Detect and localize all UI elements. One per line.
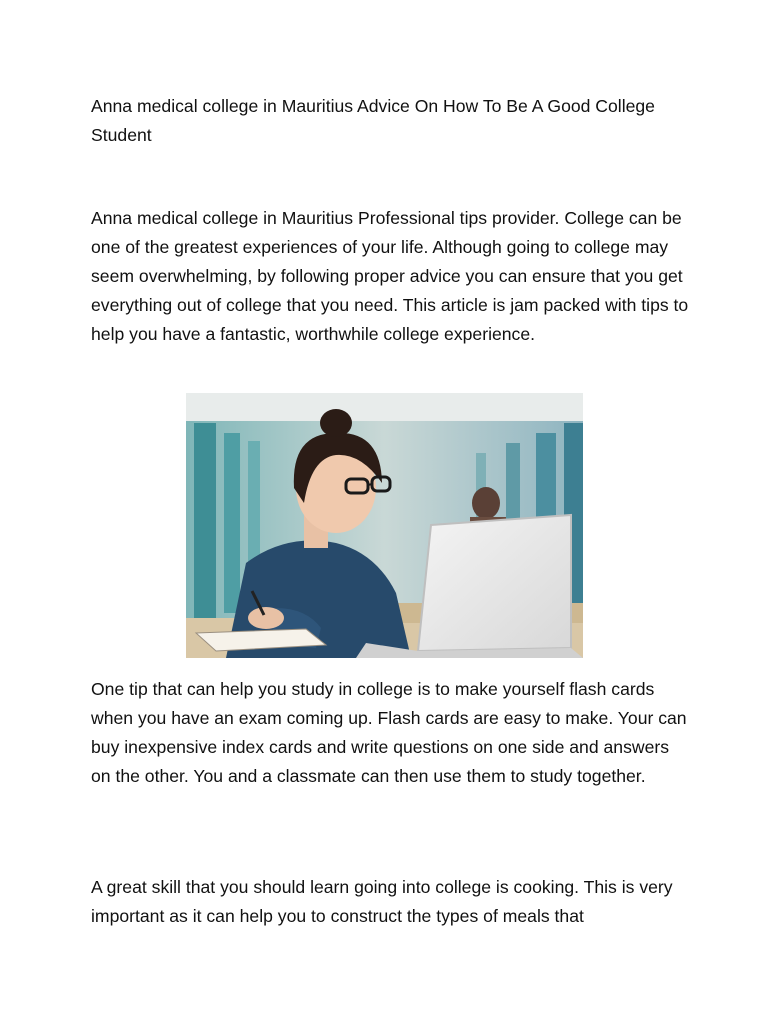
page-title: Anna medical college in Mauritius Advice On How To Be A Good College Student xyxy=(91,96,655,145)
body-paragraph-1: One tip that can help you study in college is to make yourself flash cards when you have an exam coming up. Flash cards are easy to make. Your can buy inexpensive index cards and write questions on one side and answers on the other. You and a classmate can then use them to study together. xyxy=(91,679,687,786)
body-paragraph-2: A great skill that you should learn going into college is cooking. This is very important as it can help you to construct the types of meals that xyxy=(91,877,673,926)
student-laptop-photo xyxy=(186,393,583,658)
intro-paragraph: Anna medical college in Mauritius Professional tips provider. College can be one of the greatest experiences of your life. Although going to college may seem overwhelming, by following proper advice you can ensure that you get everything out of college that you need. This article is jam packed with tips to help you have a fantastic, worthwhile college experience. xyxy=(91,208,689,344)
